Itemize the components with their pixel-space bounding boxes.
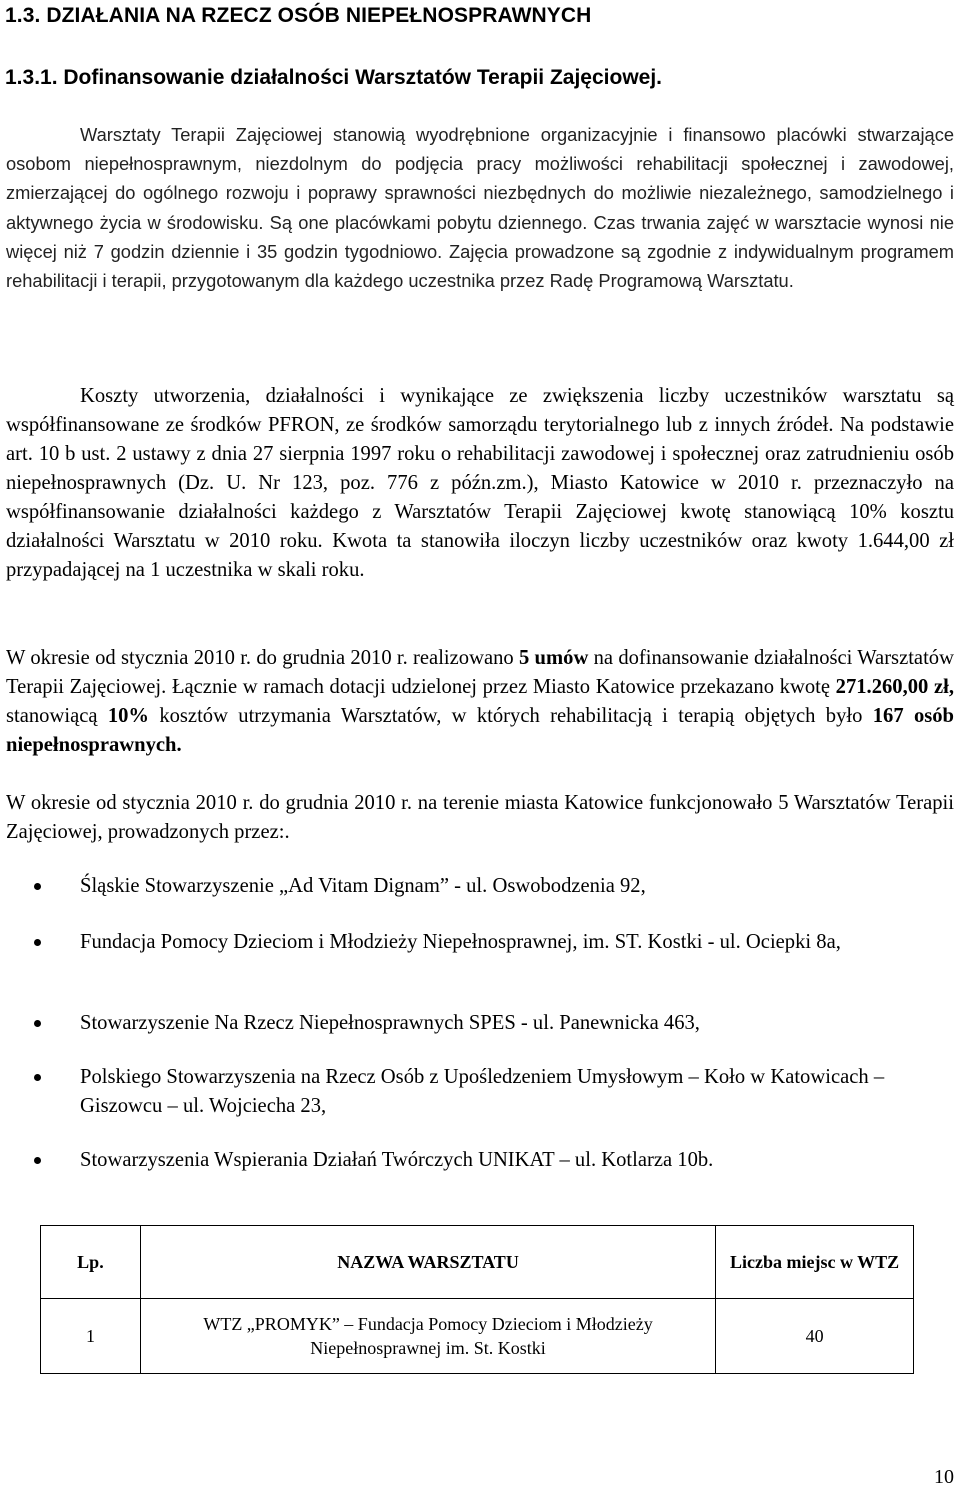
table-row [41, 1299, 914, 1374]
paragraph-contracts-text-3: stanowiącą [6, 705, 108, 727]
header-workshop-name: NAZWA WARSZTATU [140, 1226, 715, 1299]
list-item-text: Stowarzyszenia Wspierania Działań Twórczych UNIKAT – ul. Kotlarza 10b. [80, 1149, 714, 1171]
cell-workshop-name: WTZ „PROMYK” – Fundacja Pomocy Dzieciom i Młodzieży Niepełnosprawnej im. St. Kostki [140, 1299, 715, 1374]
paragraph-contracts-text-1: W okresie od stycznia 2010 r. do grudnia 2010 r. realizowano [6, 647, 519, 669]
list-item-text: Fundacja Pomocy Dzieciom i Młodzieży Niepełnosprawnej, im. ST. Kostki - ul. Ociepki 8a, [80, 931, 841, 953]
bullet-icon [34, 1157, 41, 1164]
bullet-icon [34, 883, 41, 890]
paragraph-workshops-intro: W okresie od stycznia 2010 r. do grudnia 2010 r. na terenie miasta Katowice funkcjonowało 5 Warsztatów Terapii Zajęciowej, prowadzonych przez:. [6, 792, 954, 843]
cell-lp: 1 [41, 1299, 141, 1374]
bullet-icon [34, 1074, 41, 1081]
contracts-count: 5 umów [518, 647, 589, 669]
list-item-text: Stowarzyszenie Na Rzecz Niepełnosprawnych SPES - ul. Panewnicka 463, [80, 1012, 700, 1034]
header-lp: Lp. [41, 1226, 141, 1299]
paragraph-wtz-description: Warsztaty Terapii Zajęciowej stanowią wyodrębnione organizacyjnie i finansowo placówki stwarzające osobom niepełnosprawnym, niezdolnym do podjęcia pracy możliwości rehabilitacji społecznej i zawodowej, zmierzającej do ogólnego rozwoju i poprawy sprawności niezbędnych do możliwie niezależnego, samodzielnego i aktywnego życia w środowisku. Są one placówkami pobytu dziennego. Czas trwania zajęć w warsztacie wynosi nie więcej niż 7 godzin dziennie i 35 godzin tygodniowo. Zajęcia prowadzone są zgodnie z indywidualnym programem rehabilitacji i terapii, przygotowanym dla każdego uczestnika przez Radę Programową Warsztatu. [6, 124, 954, 292]
persons-count: 167 osób niepełnosprawnych. [6, 705, 955, 756]
cell-places: 40 [716, 1299, 914, 1374]
header-places: Liczba miejsc w WTZ [716, 1226, 914, 1299]
list-item-text: Śląskie Stowarzyszenie „Ad Vitam Dignam” - ul. Oswobodzenia 92, [80, 875, 646, 897]
table-header-row [41, 1226, 914, 1299]
bullet-icon [34, 1020, 41, 1027]
paragraph-contracts-text-4: kosztów utrzymania Warsztatów, w których rehabilitacją i terapią objętych było [149, 705, 873, 727]
total-amount: 271.260,00 zł, [835, 676, 954, 698]
page-number: 10 [934, 1466, 954, 1488]
paragraph-contracts-text-2: na dofinansowanie działalności Warsztatów Terapii Zajęciowej. Łącznie w ramach dotacji udzielonej przez Miasto Katowice przekazano kwotę [6, 647, 954, 698]
paragraph-contracts [6, 644, 954, 760]
subsection-heading: 1.3.1. Dofinansowanie działalności Warsztatów Terapii Zajęciowej. [5, 66, 663, 89]
bullet-icon [34, 939, 41, 946]
list-item-text: Polskiego Stowarzyszenia na Rzecz Osób z Upośledzeniem Umysłowym – Koło w Katowicach – Giszowcu – ul. Wojciecha 23, [80, 1066, 885, 1117]
percentage: 10% [107, 705, 149, 727]
paragraph-costs: Koszty utworzenia, działalności i wynikające ze zwiększenia liczby uczestników warsztatu są współfinansowane ze środków PFRON, ze środków samorządu terytorialnego lub z innych źródeł. Na podstawie art. 10 b ust. 2 ustawy z dnia 27 sierpnia 1997 roku o rehabilitacji zawodowej i społecznej oraz zatrudnieniu osób niepełnosprawnych (Dz. U. Nr 123, poz. 776 z późn.zm.), Miasto Katowice w 2010 r. przeznaczyło na współfinansowanie działalności każdego z Warsztatów Terapii Zajęciowej kwotę stanowiącą 10% kosztu działalności Warsztatu w 2010 roku. Kwota ta stanowiła iloczyn liczby uczestników oraz kwoty 1.644,00 zł przypadającej na 1 uczestnika w skali roku. [6, 385, 954, 581]
workshops-table [40, 1225, 914, 1374]
section-heading: 1.3. DZIAŁANIA NA RZECZ OSÓB NIEPEŁNOSPRAWNYCH [5, 4, 592, 27]
